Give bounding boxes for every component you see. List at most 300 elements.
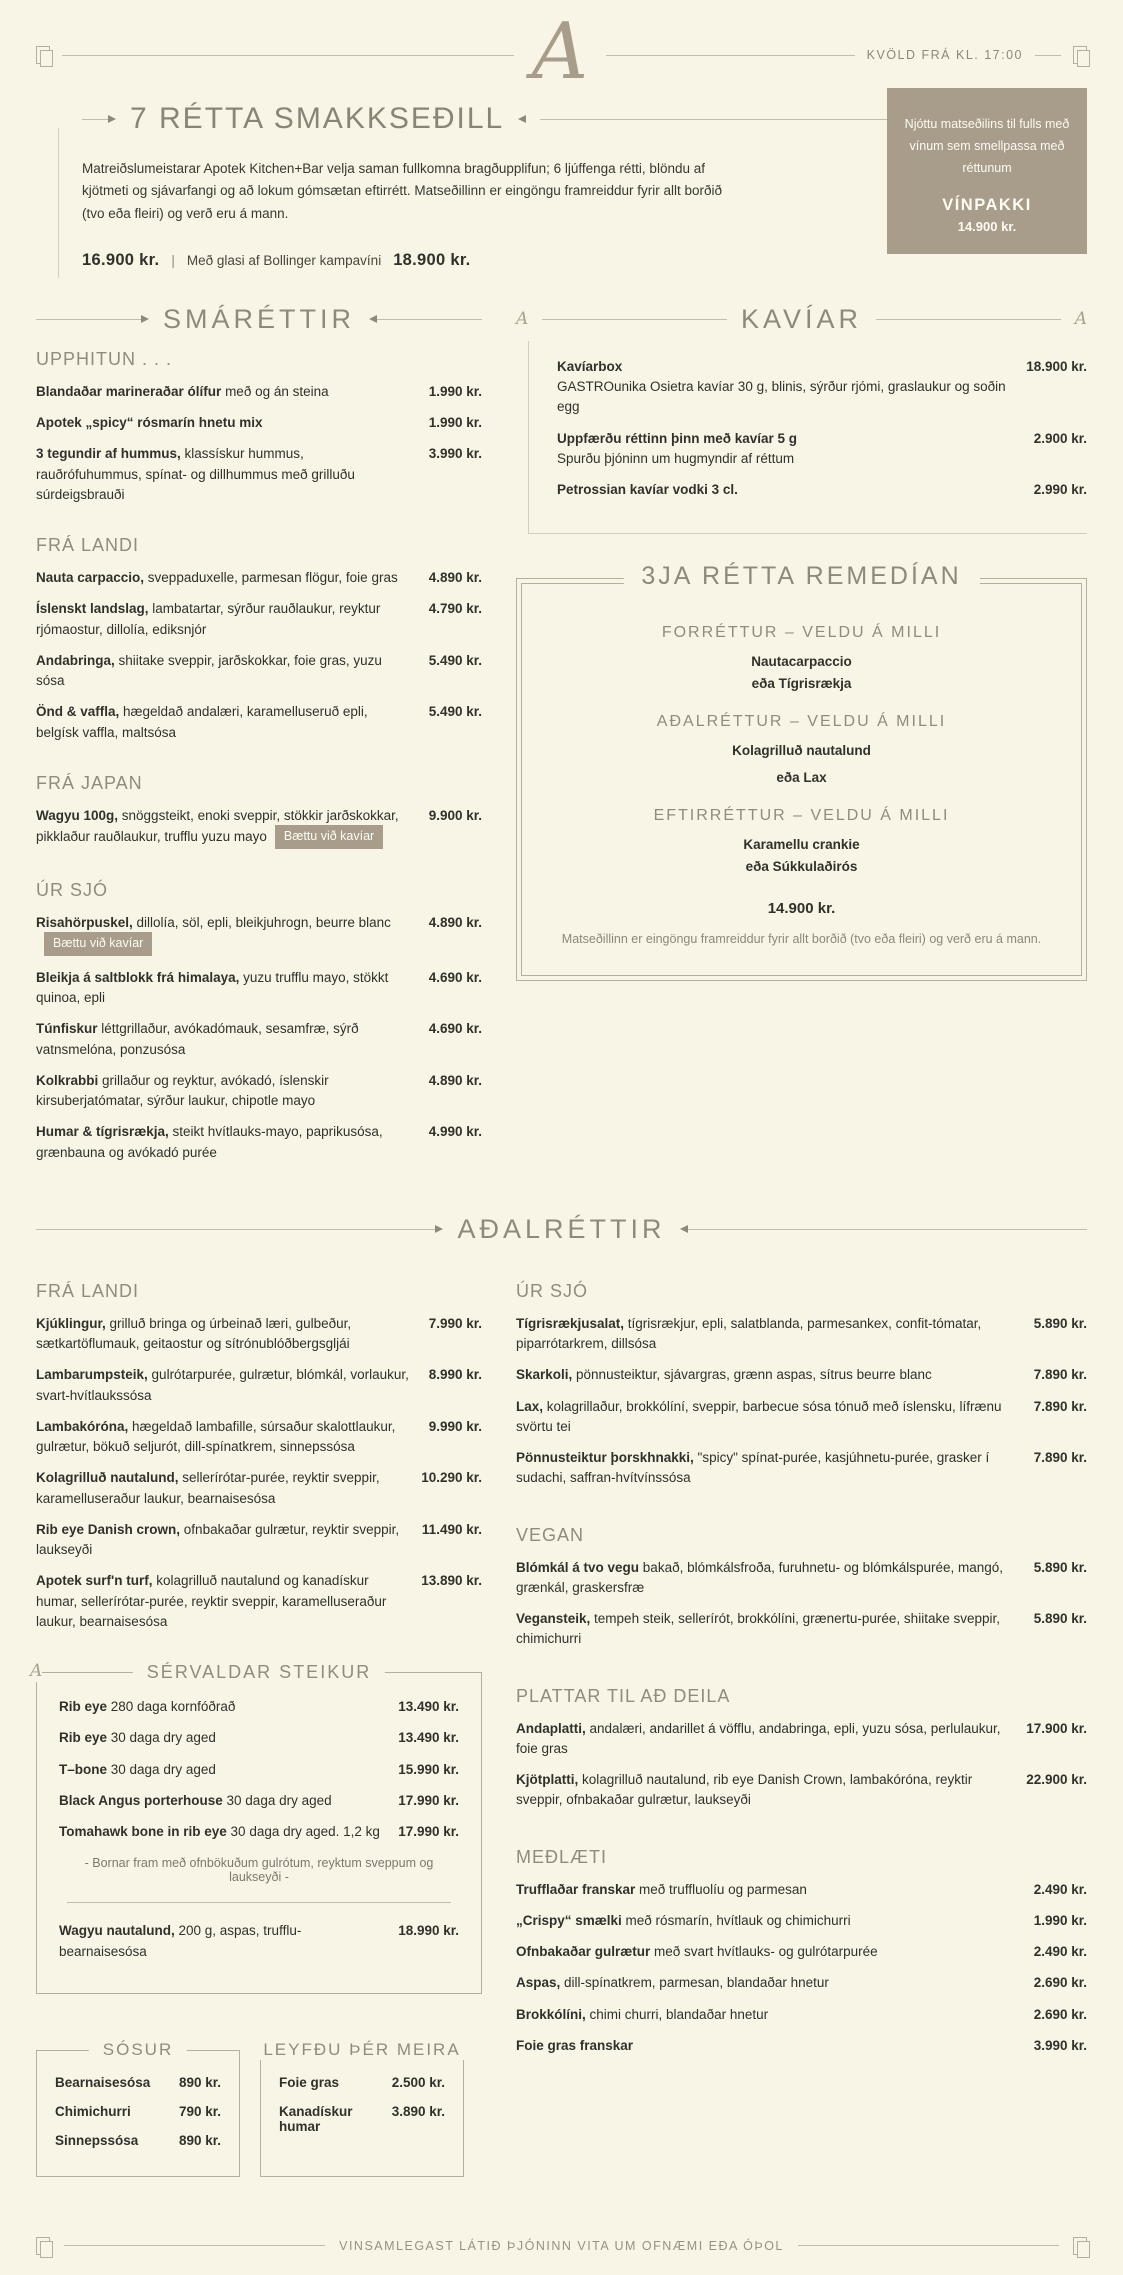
vinpakki-price: 14.900 kr. xyxy=(957,218,1017,234)
dish-description: grilluð bringa og úrbeinað læri, gulbeður, sætkartöflumauk, geitaostur og sítrónublóðbergsgljái xyxy=(36,1315,352,1352)
brand-ornament-icon: A xyxy=(1074,308,1087,329)
menu-item xyxy=(36,651,482,692)
menu-item-text xyxy=(36,1122,429,1163)
dish-price: 5.890 kr. xyxy=(1033,1611,1087,1627)
dish-price: 9.990 kr. xyxy=(428,1418,482,1434)
dish-description: hægeldað lambafille, súrsaður skalottlaukur, gulrætur, bökuð seljurót, dill-spínatkrem, sinnepssósa xyxy=(36,1418,396,1455)
dish-name: Humar & tígrisrækja, xyxy=(36,1124,169,1140)
top-frame xyxy=(36,6,1087,97)
dish-price: 22.900 kr. xyxy=(1026,1772,1087,1788)
dish-name: Kjötplatti, xyxy=(516,1772,579,1788)
dish-description: 30 daga dry aged xyxy=(107,1761,216,1777)
arrow-left-icon xyxy=(369,315,377,323)
dish-description: kolagrilluð nautalund, rib eye Danish Crown, lambakóróna, reyktir sveppir, ofnbakaðar gulrætur, laukseyði xyxy=(516,1772,973,1808)
menu-item xyxy=(516,1448,1087,1489)
menu-item-text xyxy=(516,2005,1034,2025)
menu-item xyxy=(36,1571,482,1632)
dish-description: lambatartar, sýrður rauðlaukur, reyktur rjómaostur, dillolía, ediksnjór xyxy=(36,601,381,637)
dish-description: 30 daga dry aged xyxy=(222,1792,332,1808)
remedian-title: 3JA RÉTTA REMEDÍAN xyxy=(623,562,979,591)
course-option: eða Lax xyxy=(776,770,827,786)
dish-name: Petrossian kavíar vodki 3 cl. xyxy=(557,482,738,498)
dish-name: Önd & vaffla, xyxy=(36,704,120,720)
dish-description: með og án steina xyxy=(221,383,329,399)
vinpakki-card xyxy=(887,88,1087,254)
menu-item xyxy=(36,1520,482,1561)
menu-item-text xyxy=(516,1942,1034,1962)
menu-item xyxy=(59,1791,459,1811)
dish-price: 2.900 kr. xyxy=(1033,430,1087,446)
dish-price: 7.890 kr. xyxy=(1033,1450,1087,1466)
menu-item-text xyxy=(557,429,1034,470)
menu-item-text xyxy=(516,1558,1034,1599)
menu-item-list xyxy=(516,1558,1087,1650)
menu-item xyxy=(516,1880,1087,1900)
dish-price: 13.490 kr. xyxy=(398,1699,459,1715)
dish-price: 4.790 kr. xyxy=(428,601,482,617)
menu-item-text xyxy=(36,599,429,640)
menu-item xyxy=(279,2075,445,2090)
dish-price: 17.900 kr. xyxy=(1026,1720,1087,1736)
tasting-title: 7 RÉTTA SMAKKSEÐILL xyxy=(130,102,505,135)
menu-item xyxy=(36,444,482,505)
menu-item xyxy=(36,968,482,1009)
group-heading: MEÐLÆTI xyxy=(516,1846,608,1867)
menu-item-text xyxy=(36,651,429,692)
menu-item-text xyxy=(59,1697,398,1717)
dish-name: Rib eye Danish crown, xyxy=(36,1521,181,1537)
dish-description: kolagrilluð nautalund og kanadískur humar, sellerírótar-purée, reyktir sveppir, karamelluseraður laukur, bearnaisesósa xyxy=(36,1573,387,1629)
menu-item-text xyxy=(516,1973,1034,1993)
dish-description: bakað, blómkálsfroða, furuhnetu- og blómkálspurée, mangó, grænkál, graskersfræ xyxy=(516,1559,1004,1595)
menu-item-text xyxy=(36,568,429,588)
adalrettir-title: AÐALRÉTTIR xyxy=(457,1213,666,1244)
menu-item-text xyxy=(36,1417,429,1458)
menu-item xyxy=(59,1760,459,1780)
menu-item xyxy=(36,382,482,402)
add-caviar-badge: Bættu við kavíar xyxy=(275,825,383,849)
tasting-upsell-label: Með glasi af Bollinger kampavíni xyxy=(186,252,382,268)
dish-name: Bearnaisesósa xyxy=(55,2074,151,2090)
dish-name: Blómkál á tvo vegu xyxy=(516,1559,640,1575)
dish-description: steikt hvítlauks-mayo, paprikusósa, grænbauna og avókadó purée xyxy=(36,1124,383,1160)
smarettir-section xyxy=(36,304,482,1174)
brand-ornament-icon: A xyxy=(516,308,529,329)
menu-item-text xyxy=(516,1365,1034,1385)
menu-item xyxy=(516,1973,1087,1993)
dish-name: Chimichurri xyxy=(55,2103,131,2119)
menu-item xyxy=(557,480,1087,500)
group-heading: ÚR SJÓ xyxy=(516,1280,589,1301)
dish-description: hægeldað andalæri, karamelluseruð epli, belgísk vaffla, maltsósa xyxy=(36,704,368,740)
dish-description: með rósmarín, hvítlauk og chimichurri xyxy=(621,1912,851,1928)
dish-description: 280 daga kornfóðrað xyxy=(107,1699,236,1715)
dish-price: 10.290 kr. xyxy=(421,1470,482,1486)
dish-price: 17.990 kr. xyxy=(398,1824,459,1840)
menu-item xyxy=(59,1822,459,1842)
menu-item-text xyxy=(36,1520,422,1561)
dish-description: snöggsteikt, enoki sveppir, stökkir jarðskokkar, pikklaður rauðlaukur, trufflu yuzu mayo xyxy=(36,807,399,845)
dish-name: Tomahawk bone in rib eye xyxy=(59,1824,227,1840)
dish-name: „Crispy“ smælki xyxy=(516,1912,622,1928)
dish-description: tempeh steik, sellerírót, brokkólíni, grænertu-purée, shiitake sveppir, chimichurri xyxy=(516,1611,1000,1647)
dish-name: Rib eye xyxy=(59,1699,108,1715)
dish-name: Sinnepssósa xyxy=(55,2132,139,2148)
arrow-right-icon xyxy=(141,315,149,323)
dish-price: 2.490 kr. xyxy=(1033,1944,1087,1960)
menu-item-list xyxy=(516,1880,1087,2057)
menu-item-list xyxy=(279,2075,445,2134)
group-heading: ÚR SJÓ xyxy=(36,879,109,900)
menu-item xyxy=(516,1609,1087,1650)
dish-price: 7.890 kr. xyxy=(1033,1367,1087,1383)
add-caviar-badge: Bættu við kavíar xyxy=(44,932,152,956)
menu-item xyxy=(279,2104,445,2134)
dish-price: 5.890 kr. xyxy=(1033,1315,1087,1331)
dish-description: ofnbakaðar gulrætur, reyktir sveppir, laukseyði xyxy=(36,1521,400,1558)
menu-item-text xyxy=(36,1314,429,1355)
dish-description: GASTROunika Osietra kavíar 30 g, blinis, sýrður rjómi, graslaukur og soðin egg xyxy=(557,379,1006,415)
dish-price: 2.690 kr. xyxy=(1033,1975,1087,1991)
dish-name: Kanadískur humar xyxy=(279,2103,353,2134)
dish-name: Vegansteik, xyxy=(516,1611,591,1627)
dish-price: 3.990 kr. xyxy=(428,446,482,462)
dish-name: Apotek „spicy“ rósmarín hnetu mix xyxy=(36,415,263,431)
menu-item xyxy=(557,357,1087,418)
adalrettir-right-column xyxy=(516,1251,1087,2177)
dish-name: Ofnbakaðar gulrætur xyxy=(516,1944,651,1960)
dish-description: grillaður og reyktur, avókadó, íslenskir kirsuberjatómatar, sýrður laukur, chipotle mayo xyxy=(36,1072,329,1109)
menu-item xyxy=(516,1942,1087,1962)
menu-item xyxy=(36,1071,482,1112)
dish-name: Apotek surf'n turf, xyxy=(36,1573,153,1589)
dish-price: 18.990 kr. xyxy=(398,1923,459,1939)
steikur-note: - Bornar fram með ofnbökuðum gulrótum, reyktum sveppum og laukseyði - xyxy=(84,1856,434,1885)
menu-item xyxy=(516,2036,1087,2056)
menu-item xyxy=(59,1697,459,1717)
steikur-card xyxy=(30,1661,482,1994)
menu-item-text xyxy=(516,1719,1026,1760)
dish-description: sellerírótar-purée, reyktir sveppir, karamelluseraður laukur, bearnaisesósa xyxy=(36,1470,380,1506)
menu-item-text xyxy=(557,357,1026,418)
menu-item xyxy=(36,568,482,588)
menu-item-text xyxy=(516,1911,1034,1931)
menu-item xyxy=(557,429,1087,470)
dish-name: Kolkrabbi xyxy=(36,1072,99,1088)
footer-frame xyxy=(36,2237,1087,2255)
tasting-description: Matreiðslumeistarar Apotek Kitchen+Bar velja saman fullkomna bragðupplifun; 6 ljúffenga rétti, blöndu af kjötmeti og sjávarfangi og að lokum gómsætan eftirrétt. Matseðillinn er eingöngu framreiddur fyrir allt borðið (tvo eða fleiri) og verð eru á mann. xyxy=(82,161,723,221)
dish-price: 7.890 kr. xyxy=(1033,1398,1087,1414)
course-option: Nautacarpaccio xyxy=(751,654,852,670)
menu-item-text xyxy=(59,1760,398,1780)
menu-item-list xyxy=(36,382,482,505)
menu-item-text xyxy=(36,968,429,1009)
menu-item xyxy=(55,2133,221,2148)
corner-ornament-icon xyxy=(36,46,50,64)
dish-name: Nauta carpaccio, xyxy=(36,570,145,586)
tasting-price: 16.900 kr. xyxy=(82,250,160,269)
menu-item-list xyxy=(59,1697,459,1842)
menu-item-list xyxy=(36,806,482,850)
menu-item xyxy=(516,1314,1087,1355)
dish-description: með truffluolíu og parmesan xyxy=(635,1881,807,1897)
menu-item xyxy=(516,1558,1087,1599)
menu-item xyxy=(55,2104,221,2119)
dish-name: 3 tegundir af hummus, xyxy=(36,446,181,462)
menu-item xyxy=(516,1397,1087,1438)
arrow-right-icon xyxy=(108,115,116,123)
menu-item-text xyxy=(36,1071,429,1112)
dish-price: 13.890 kr. xyxy=(421,1573,482,1589)
dish-description: klassískur hummus, rauðrófuhummus, spínat- og dillhummus með grilluðu súrdeigsbrauði xyxy=(36,446,355,502)
dish-price: 4.890 kr. xyxy=(428,914,482,930)
dish-description: chimi churri, blandaðar hnetur xyxy=(585,2006,769,2022)
menu-item-text xyxy=(36,806,429,850)
dish-name: T–bone xyxy=(59,1761,108,1777)
menu-item xyxy=(59,1728,459,1748)
allergy-note: VINSAMLEGAST LÁTIÐ ÞJÓNINN VITA UM OFNÆMI EÐA ÓÞOL xyxy=(339,2238,784,2253)
menu-item xyxy=(36,806,482,850)
dish-name: Foie gras franskar xyxy=(516,2037,634,2053)
vinpakki-text: Njóttu matseðilins til fulls með vínum sem smellpassa með réttunum xyxy=(904,117,1070,175)
dish-name: Blandaðar marineraðar ólífur xyxy=(36,383,222,399)
dish-price: 11.490 kr. xyxy=(421,1521,482,1537)
dish-price: 1.990 kr. xyxy=(428,383,482,399)
menu-item-text xyxy=(516,1448,1034,1489)
dish-price: 1.990 kr. xyxy=(1033,1912,1087,1928)
menu-item xyxy=(36,1019,482,1060)
dish-description: léttgrillaður, avókadómauk, sesamfræ, sýrð vatnsmelóna, ponzusósa xyxy=(36,1021,359,1057)
dish-price: 2.690 kr. xyxy=(1033,2006,1087,2022)
menu-item-text xyxy=(59,1728,398,1748)
menu-item-list xyxy=(36,568,482,743)
dish-price: 4.690 kr. xyxy=(428,1021,482,1037)
kaviar-title: KAVÍAR xyxy=(740,303,863,334)
dish-price: 15.990 kr. xyxy=(398,1761,459,1777)
dish-name: Wagyu 100g, xyxy=(36,807,119,823)
dish-description: dillolía, söl, epli, bleikjuhrogn, beurre blanc xyxy=(132,914,391,930)
menu-item-text xyxy=(516,1609,1034,1650)
dish-name: Skarkoli, xyxy=(516,1367,573,1383)
corner-ornament-icon xyxy=(1073,46,1087,64)
dish-name: Black Angus porterhouse xyxy=(59,1792,223,1808)
menu-item xyxy=(36,913,482,957)
menu-item xyxy=(36,702,482,743)
dish-name: Rib eye xyxy=(59,1730,108,1746)
arrow-right-icon xyxy=(435,1225,443,1233)
menu-item-text xyxy=(36,1019,429,1060)
dish-name: Íslenskt landslag, xyxy=(36,601,149,617)
course-option: eða Súkkulaðirós xyxy=(745,859,858,875)
menu-item xyxy=(36,1122,482,1163)
menu-item-text xyxy=(36,1365,429,1406)
dish-name: Kjúklingur, xyxy=(36,1315,106,1331)
remedian-card xyxy=(516,562,1087,981)
dish-description: pönnusteiktur, sjávargras, grænn aspas, sítrus beurre blanc xyxy=(572,1367,932,1383)
separator: | xyxy=(171,252,175,268)
group-heading: FRÁ JAPAN xyxy=(36,772,143,793)
dish-price: 3.890 kr. xyxy=(391,2103,445,2119)
corner-ornament-icon xyxy=(1073,2237,1087,2255)
menu-item-text xyxy=(516,1880,1034,1900)
dish-name: Andaplatti, xyxy=(516,1720,586,1736)
dish-price: 4.990 kr. xyxy=(428,1124,482,1140)
menu-item xyxy=(516,1911,1087,1931)
group-heading: VEGAN xyxy=(516,1524,585,1545)
menu-item xyxy=(36,599,482,640)
leyfdu-card xyxy=(260,2039,464,2177)
dish-price: 1.990 kr. xyxy=(428,415,482,431)
dish-name: Pönnusteiktur þorskhnakki, xyxy=(516,1450,694,1466)
dish-name: Kolagrilluð nautalund, xyxy=(36,1470,179,1486)
menu-item-list xyxy=(516,1314,1087,1489)
dish-price: 13.490 kr. xyxy=(398,1730,459,1746)
menu-item xyxy=(516,1770,1087,1811)
dish-description: gulrótarpurée, gulrætur, blómkál, vorlaukur, svart-hvítlaukssósa xyxy=(36,1367,409,1403)
dish-description: kolagrillaður, brokkólíní, sveppir, barbecue sósa tónuð með íslensku, lífrænu svörtu tei xyxy=(516,1398,1002,1434)
remedian-note: Matseðillinn er eingöngu framreiddur fyrir allt borðið (tvo eða fleiri) og verð eru á mann. xyxy=(561,932,1042,947)
group-heading: UPPHITUN . . . xyxy=(36,348,173,369)
brand-logo-icon: A xyxy=(531,6,589,97)
dish-price: 9.900 kr. xyxy=(428,807,482,823)
dish-name: Trufflaðar franskar xyxy=(516,1881,636,1897)
group-heading: FRÁ LANDI xyxy=(36,1280,140,1301)
dish-price: 3.990 kr. xyxy=(1033,2037,1087,2053)
corner-ornament-icon xyxy=(36,2237,50,2255)
dish-price: 17.990 kr. xyxy=(398,1792,459,1808)
dish-name: Foie gras xyxy=(279,2074,340,2090)
dish-price: 4.890 kr. xyxy=(428,1072,482,1088)
dish-price: 4.890 kr. xyxy=(428,570,482,586)
dish-description: yuzu trufflu mayo, stökkt quinoa, epli xyxy=(36,969,389,1006)
dish-description: sveppaduxelle, parmesan flögur, foie gras xyxy=(144,570,398,586)
dish-description: 30 daga dry aged. 1,2 kg xyxy=(226,1824,380,1840)
dish-name: Lambarumpsteik, xyxy=(36,1367,148,1383)
arrow-left-icon xyxy=(518,115,526,123)
course-heading: AÐALRÉTTUR – VELDU Á MILLI xyxy=(656,713,947,731)
divider xyxy=(67,1902,451,1903)
vinpakki-title: VÍNPAKKI xyxy=(942,195,1032,214)
menu-item-text xyxy=(516,2036,1034,2056)
dish-price: 2.490 kr. xyxy=(1033,1881,1087,1897)
steikur-title: SÉRVALDAR STEIKUR xyxy=(133,1662,385,1683)
smarettir-title: SMÁRÉTTIR xyxy=(163,303,356,334)
menu-item-list xyxy=(36,913,482,1163)
dish-description: dill-spínatkrem, parmesan, blandaðar hnetur xyxy=(560,1975,829,1991)
leyfdu-title: LEYFÐU ÞÉR MEIRA xyxy=(249,2040,474,2060)
dish-description: með svart hvítlauks- og gulrótarpurée xyxy=(650,1944,878,1960)
course-heading: FORRÉTTUR – VELDU Á MILLI xyxy=(661,624,942,642)
remedian-price: 14.900 kr. xyxy=(767,900,836,918)
menu-item-text xyxy=(59,1822,398,1842)
menu-item-text xyxy=(36,444,429,505)
menu-item-list xyxy=(557,357,1087,501)
course-option: eða Tígrisrækja xyxy=(751,676,852,692)
dish-price: 890 kr. xyxy=(178,2132,221,2148)
dish-description: andalæri, andarillet á vöfflu, andabringa, epli, yuzu sósa, perlulaukur, foie gras xyxy=(516,1720,1001,1756)
menu-item xyxy=(55,2075,221,2090)
dish-name: Wagyu nautalund, xyxy=(59,1923,175,1939)
dish-price: 5.490 kr. xyxy=(428,704,482,720)
dish-description: 200 g, aspas, trufflu-bearnaisesósa xyxy=(59,1923,302,1959)
dish-name: Túnfiskur xyxy=(36,1021,98,1037)
menu-item-text xyxy=(36,913,429,957)
menu-item-list xyxy=(516,1719,1087,1811)
menu-item-text xyxy=(36,1571,421,1632)
adalrettir-header xyxy=(36,1214,1087,1245)
menu-item xyxy=(36,1468,482,1509)
dish-name: Tígrisrækjusalat, xyxy=(516,1315,625,1331)
group-heading: FRÁ LANDI xyxy=(36,535,140,556)
arrow-left-icon xyxy=(680,1225,688,1233)
menu-item xyxy=(516,1365,1087,1385)
opening-hours-label: KVÖLD FRÁ KL. 17:00 xyxy=(866,48,1023,62)
menu-item-list xyxy=(55,2075,221,2148)
dish-name: Lambakóróna, xyxy=(36,1418,129,1434)
dish-description: 30 daga dry aged xyxy=(107,1730,216,1746)
dish-name: Aspas, xyxy=(516,1975,561,1991)
menu-item xyxy=(59,1921,459,1962)
sosur-title: SÓSUR xyxy=(89,2040,187,2060)
sosur-card xyxy=(36,2039,240,2177)
menu-item-text xyxy=(59,1791,398,1811)
menu-item-text xyxy=(36,413,429,433)
menu-item-text xyxy=(36,1468,421,1509)
dish-price: 2.500 kr. xyxy=(391,2074,445,2090)
group-heading: PLATTAR TIL AÐ DEILA xyxy=(516,1685,731,1706)
dish-price: 18.900 kr. xyxy=(1026,358,1087,374)
tasting-menu-section xyxy=(36,102,1087,270)
menu-item-text xyxy=(36,382,429,402)
dish-name: Uppfærðu réttinn þinn með kavíar 5 g xyxy=(557,430,798,446)
menu-item-list xyxy=(36,1314,482,1632)
menu-item-text xyxy=(516,1770,1026,1811)
menu-item xyxy=(516,1719,1087,1760)
menu-item-text xyxy=(516,1397,1034,1438)
dish-price: 8.990 kr. xyxy=(428,1367,482,1383)
course-heading: EFTIRRÉTTUR – VELDU Á MILLI xyxy=(653,807,950,825)
course-option: Kolagrilluð nautalund xyxy=(732,743,871,759)
dish-price: 790 kr. xyxy=(178,2103,221,2119)
dish-description: tígrisrækjur, epli, salatblanda, parmesankex, confit-tómatar, piparrótarkrem, dillsósa xyxy=(516,1315,982,1352)
dish-description: "spicy" spínat-purée, kasjúhnetu-purée, grasker í sudachi, saffran-hvítvínssósa xyxy=(516,1450,990,1486)
menu-item xyxy=(36,1417,482,1458)
dish-price: 5.490 kr. xyxy=(428,652,482,668)
menu-item xyxy=(516,2005,1087,2025)
dish-price: 4.690 kr. xyxy=(428,969,482,985)
dish-price: 2.990 kr. xyxy=(1033,482,1087,498)
dish-price: 890 kr. xyxy=(178,2074,221,2090)
menu-item-text xyxy=(557,480,1034,500)
dish-name: Brokkólíni, xyxy=(516,2006,586,2022)
dish-name: Bleikja á saltblokk frá himalaya, xyxy=(36,969,240,985)
dish-price: 5.890 kr. xyxy=(1033,1559,1087,1575)
dish-name: Andabringa, xyxy=(36,652,115,668)
menu-item-text xyxy=(516,1314,1034,1355)
menu-item-text xyxy=(36,702,429,743)
menu-item xyxy=(36,413,482,433)
brand-ornament-icon: A xyxy=(30,1661,43,1682)
tasting-upsell-price: 18.900 kr. xyxy=(393,250,471,269)
dish-name: Kavíarbox xyxy=(557,358,623,374)
dish-name: Risahörpuskel, xyxy=(36,914,133,930)
course-option: Karamellu crankie xyxy=(743,837,860,853)
dish-name: Lax, xyxy=(516,1398,544,1414)
dish-price: 7.990 kr. xyxy=(428,1315,482,1331)
dish-description: Spurðu þjóninn um hugmyndir af réttum xyxy=(557,450,795,466)
kaviar-section xyxy=(516,304,1087,535)
menu-item xyxy=(36,1365,482,1406)
